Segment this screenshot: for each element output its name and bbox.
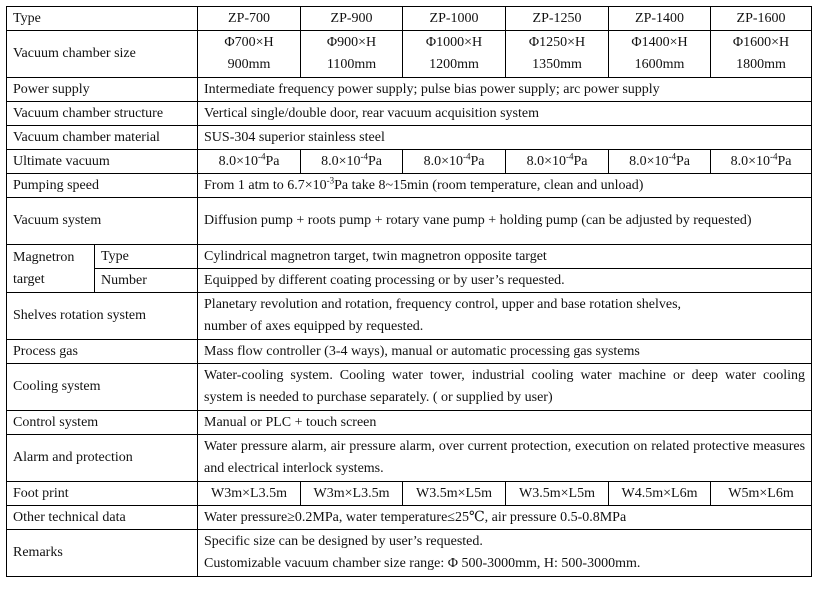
row-magnetron-number [7, 269, 812, 293]
row-process-gas [7, 340, 812, 364]
chamber-size-cell: Φ900×H 1100mm [301, 31, 403, 78]
row-type [7, 7, 812, 31]
row-power-supply [7, 78, 812, 102]
footprint-cell: W5m×L6m [711, 482, 812, 506]
value-cooling: Water-cooling system. Cooling water tower, industrial cooling water machine or deep water cooling system is needed to purchase separately. ( or supplied by user) [198, 364, 812, 411]
label-vacuum-system: Vacuum system [7, 198, 198, 245]
row-footprint [7, 482, 812, 506]
value-magnetron-number: Equipped by different coating processing or by user’s requested. [198, 269, 812, 293]
model-cell: ZP-700 [198, 7, 301, 31]
value-control: Manual or PLC + touch screen [198, 411, 812, 435]
label-material: Vacuum chamber material [7, 126, 198, 150]
value-shelves: Planetary revolution and rotation, frequency control, upper and base rotation shelves, number of axes equipped by requested. [198, 293, 812, 340]
model-cell: ZP-1000 [403, 7, 506, 31]
label-magnetron-type: Type [95, 245, 198, 269]
value-pumping-speed: From 1 atm to $6.7\times 10^{-3}Pa$ take 8~15min (room temperature, clean and unload) [198, 174, 812, 198]
label-magnetron-target: Magnetron target [7, 245, 95, 293]
vacuum-cell: $8.0\times 10^{-4}Pa$ [301, 150, 403, 174]
chamber-size-cell: Φ1400×H 1600mm [609, 31, 711, 78]
vacuum-cell: $8.0\times 10^{-4}Pa$ [711, 150, 812, 174]
footprint-cell: W3.5m×L5m [506, 482, 609, 506]
value-magnetron-type: Cylindrical magnetron target, twin magnetron opposite target [198, 245, 812, 269]
row-other [7, 506, 812, 530]
label-cooling: Cooling system [7, 364, 198, 411]
model-cell: ZP-1250 [506, 7, 609, 31]
footprint-cell: W4.5m×L6m [609, 482, 711, 506]
row-pumping-speed [7, 174, 812, 198]
chamber-size-cell: Φ700×H 900mm [198, 31, 301, 78]
row-alarm [7, 435, 812, 482]
row-structure [7, 102, 812, 126]
row-ultimate-vacuum [7, 150, 812, 174]
model-cell: ZP-1400 [609, 7, 711, 31]
footprint-cell: W3m×L3.5m [198, 482, 301, 506]
label-other: Other technical data [7, 506, 198, 530]
row-material [7, 126, 812, 150]
label-alarm: Alarm and protection [7, 435, 198, 482]
row-magnetron-type [7, 245, 812, 269]
row-control [7, 411, 812, 435]
vacuum-cell: $8.0\times 10^{-4}Pa$ [403, 150, 506, 174]
label-process-gas: Process gas [7, 340, 198, 364]
value-other: Water pressure≥0.2MPa, water temperature≤25℃, air pressure 0.5-0.8MPa [198, 506, 812, 530]
footprint-cell: W3.5m×L5m [403, 482, 506, 506]
vacuum-cell: $8.0\times 10^{-4}Pa$ [609, 150, 711, 174]
label-shelves: Shelves rotation system [7, 293, 198, 340]
chamber-size-cell: Φ1000×H 1200mm [403, 31, 506, 78]
footprint-cell: W3m×L3.5m [301, 482, 403, 506]
row-remarks [7, 530, 812, 577]
row-chamber-size [7, 31, 812, 78]
label-magnetron-number: Number [95, 269, 198, 293]
label-type: Type [7, 7, 198, 31]
chamber-size-cell: Φ1600×H 1800mm [711, 31, 812, 78]
vacuum-cell: $8.0\times 10^{-4}Pa$ [198, 150, 301, 174]
label-ultimate-vacuum: Ultimate vacuum [7, 150, 198, 174]
label-pumping-speed: Pumping speed [7, 174, 198, 198]
specification-table [6, 6, 812, 577]
model-cell: ZP-900 [301, 7, 403, 31]
label-control: Control system [7, 411, 198, 435]
value-structure: Vertical single/double door, rear vacuum acquisition system [198, 102, 812, 126]
label-structure: Vacuum chamber structure [7, 102, 198, 126]
label-remarks: Remarks [7, 530, 198, 577]
row-cooling [7, 364, 812, 411]
label-footprint: Foot print [7, 482, 198, 506]
value-power-supply: Intermediate frequency power supply; pulse bias power supply; arc power supply [198, 78, 812, 102]
label-power-supply: Power supply [7, 78, 198, 102]
value-remarks: Specific size can be designed by user’s requested. Customizable vacuum chamber size range: Φ 500-3000mm, H: 500-3000mm. [198, 530, 812, 577]
label-chamber-size: Vacuum chamber size [7, 31, 198, 78]
value-process-gas: Mass flow controller (3-4 ways), manual or automatic processing gas systems [198, 340, 812, 364]
value-vacuum-system: Diffusion pump + roots pump + rotary vane pump + holding pump (can be adjusted by requested) [198, 198, 812, 245]
vacuum-cell: $8.0\times 10^{-4}Pa$ [506, 150, 609, 174]
chamber-size-cell: Φ1250×H 1350mm [506, 31, 609, 78]
row-vacuum-system [7, 198, 812, 245]
value-material: SUS-304 superior stainless steel [198, 126, 812, 150]
value-alarm: Water pressure alarm, air pressure alarm, over current protection, execution on related protective measures and electrical interlock systems. [198, 435, 812, 482]
model-cell: ZP-1600 [711, 7, 812, 31]
row-shelves [7, 293, 812, 340]
